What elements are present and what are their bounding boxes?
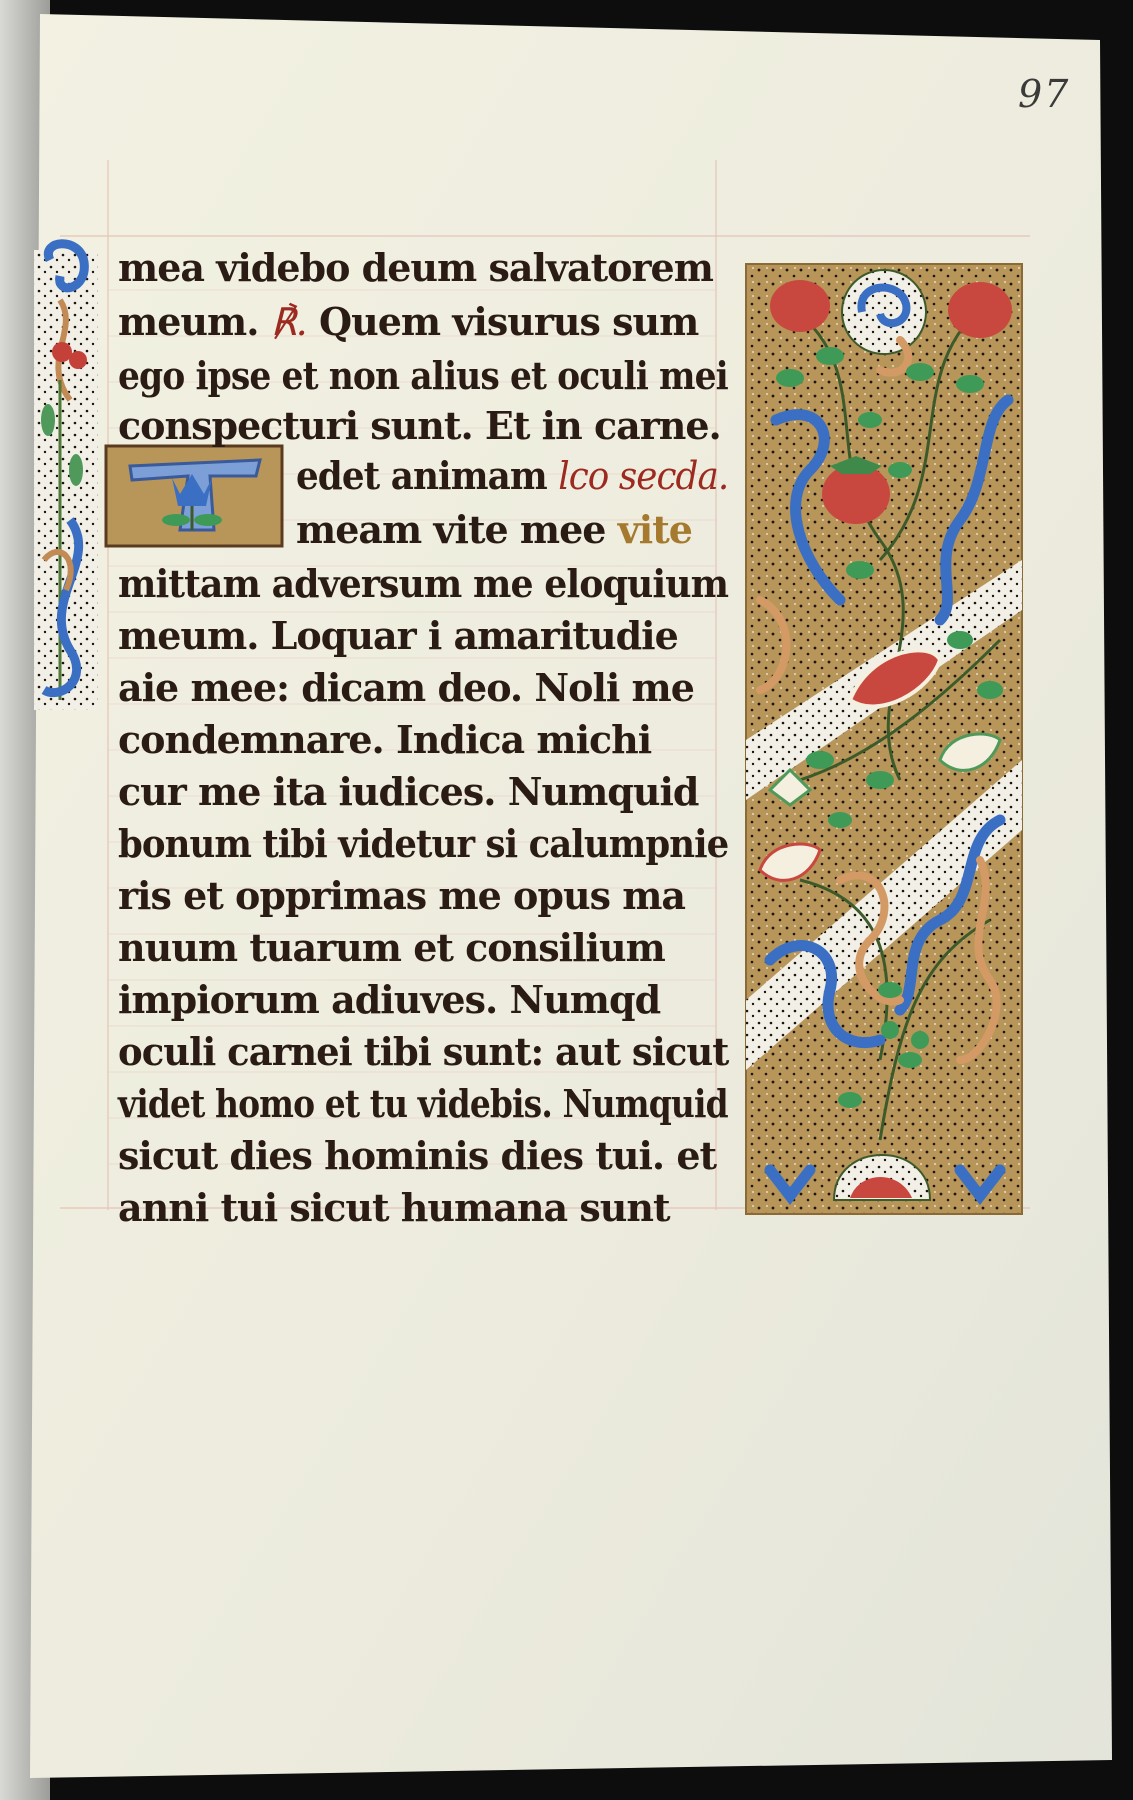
response-mark: ℟. — [270, 300, 307, 344]
text-line — [296, 507, 692, 553]
text-line: oculi carnei tibi sunt: aut sicut — [118, 1029, 729, 1074]
illuminated-initial — [106, 446, 282, 546]
vite-rubric: vite — [617, 507, 692, 552]
text-line: nuum tuarum et consilium — [118, 925, 665, 970]
lectio-rubric: lco secda. — [558, 454, 729, 498]
text-line: meum. Loquar i amaritudie — [118, 613, 678, 658]
text-line: anni tui sicut humana sunt — [118, 1185, 670, 1230]
text-fragment: edet animam — [296, 453, 559, 498]
left-margin-border — [34, 244, 98, 710]
text-line: mittam adversum me eloquium — [118, 561, 729, 606]
text-line: condemnare. Indica michi — [118, 717, 652, 762]
text-line: aie mee: dicam deo. Noli me — [118, 665, 694, 710]
text-fragment: meum. — [118, 299, 271, 344]
text-line: sicut dies hominis dies tui. et — [118, 1133, 717, 1178]
text-line: videt homo et tu videbis. Numquid — [118, 1081, 728, 1126]
folio-number: 97 — [1018, 72, 1071, 116]
text-line: bonum tibi videtur si calumpnie — [118, 821, 729, 866]
text-fragment: Quem visurus sum — [306, 299, 699, 344]
text-line: cur me ita iudices. Numquid — [118, 769, 699, 814]
floral-border-panel — [746, 264, 1022, 1214]
text-line: conspecturi sunt. Et in carne. — [118, 403, 721, 448]
text-fragment: meam vite mee — [296, 507, 618, 552]
text-line — [296, 453, 728, 499]
text-line: mea videbo deum salvatorem — [118, 245, 713, 290]
text-line: impiorum adiuves. Numqd — [118, 977, 661, 1022]
text-line: ris et opprimas me opus ma — [118, 873, 686, 918]
text-line — [118, 299, 698, 345]
text-line: ego ipse et non alius et oculi mei — [118, 353, 728, 398]
